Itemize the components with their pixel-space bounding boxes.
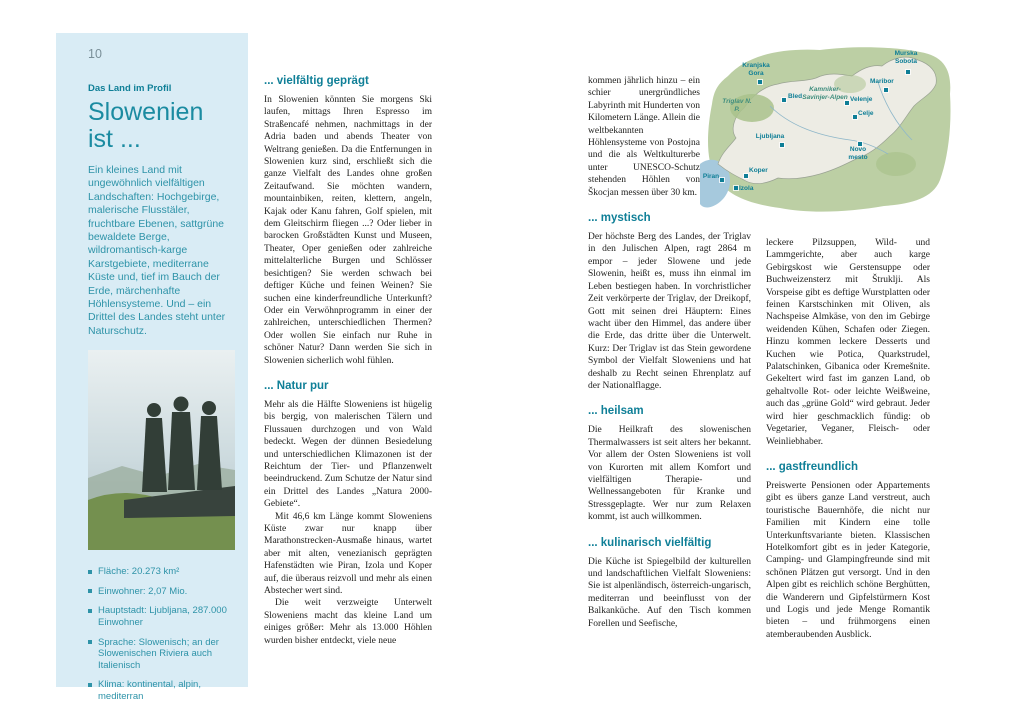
fact-text: Einwohner: 2,07 Mio. — [98, 585, 188, 597]
profile-sidebar — [56, 33, 248, 703]
map-marker-koper — [744, 174, 748, 178]
map-label-koper: Koper — [749, 167, 768, 174]
section-heading-heilsam: ... heilsam — [588, 405, 644, 418]
paragraph: Die weit verzweigte Unterwelt Sloweniens macht das kleine Land um einiges größer: Mehr als 13.000 Höhlen wurden bisher entdeckt, viele neue — [264, 598, 432, 646]
map-marker-celje — [853, 115, 857, 119]
map-label-novo-mesto: Novo mesto — [848, 146, 868, 161]
section-heading-vielfaeltig: ... vielfältig geprägt — [264, 75, 369, 87]
slovenia-map — [700, 46, 952, 216]
fact-text: Fläche: 20.273 km² — [98, 566, 180, 578]
map-marker-kranjska-gora — [758, 80, 762, 84]
square-bullet-icon — [88, 609, 92, 613]
map-marker-izola — [734, 186, 738, 190]
fact-text: Klima: kontinental, alpin, mediterran — [98, 679, 201, 703]
fact-text: Hauptstadt: Ljubljana, 287.000 Einwohner — [98, 605, 227, 629]
map-marker-ljubljana — [780, 143, 784, 147]
square-bullet-icon — [88, 589, 92, 593]
map-label-piran: Piran — [702, 173, 720, 180]
map-label-ljubljana: Ljubljana — [755, 133, 785, 140]
fact-language — [88, 637, 235, 672]
paragraph-continuation: kommen jährlich hinzu – ein schier unergründliches Labyrinth mit Hunderten von Kilometern Länge. Allein die weltbekannten Höhlensysteme von Postojna und die als Weltkulturerbe unter UNESCO-Schutz stehenden Höhlen von Škocjan messen über 30 km. — [588, 76, 700, 198]
statue-photo — [88, 350, 235, 550]
statue-photo-svg — [88, 350, 235, 550]
paragraph-continuation: leckere Pilzsuppen, Wild- und Lammgerichte, aber auch karge Gebirgskost wie Gerstensuppe oder Buchweizensterz mit Štruklji. Als Vorspeise gibt es deftige Wurstplatten oder feinen Karstschinken mit Oliven, als Nachspeise Almkäse, von den im Gebirge weidenden Kühen, Schafen oder Ziegen. Hinzu kommen leckere Desserts und Kuchen wie Potica, Quarkstrudel, Palatschinken, Gibanica oder Kremešnite. Gekeltert wird fast im ganzen Land, ob gehaltvolle Rot- oder leichte Weißweine, auch das „grüne Gold“ wird gebraut. Jeder wird hier geschmacklich fündig: ob Vegetarier, Veganer, Fleisch- oder Weinliebhaber. — [766, 238, 930, 447]
page-title — [88, 99, 235, 153]
paragraph: Mehr als die Hälfte Sloweniens ist hügelig bis bergig, von malerischen Tälern und Flussauen durchzogen und von Wald bedeckt. Wegen der dünnen Besiedelung und unterschiedlichen Klimazonen ist der Reichtum der Tier- und Pflanzenwelt beeindruckend. Zum Schutze der Natur sind ein Drittel des Landes „Natura 2000-Gebiete“. — [264, 399, 432, 510]
map-label-maribor: Maribor — [870, 78, 894, 85]
map-label-triglav-np: Triglav N. P. — [722, 98, 752, 113]
page-number: 10 — [88, 47, 102, 61]
map-marker-murska-sobota — [906, 70, 910, 74]
text-column-1 — [264, 75, 432, 647]
fact-population — [88, 586, 235, 598]
map-label-bled: Bled — [788, 93, 803, 100]
fact-climate — [88, 679, 235, 702]
paragraph: Die Heilkraft des slowenischen Thermalwassers ist seit alters her bekannt. Vor allem der Osten Sloweniens ist voll von Kurorten mit allem Komfort und vielfältigen Therapie- und Wellnessangeboten für Kranke und Stressgeplagte. Wer nur zum Relaxen kommt, ist auch willkommen. — [588, 425, 751, 523]
map-label-izola: Izola — [739, 185, 754, 192]
map-marker-velenje — [845, 101, 849, 105]
fact-text: Sprache: Slowenisch; an der Slowenischen Riviera auch Italienisch — [98, 636, 219, 671]
facts-list — [88, 566, 235, 702]
paragraph: In Slowenien könnten Sie morgens Ski laufen, mittags Ihren Espresso im Straßencafé nehmen, nachmittags in der Adria baden und abends Theater von Weltrang genießen. Da die Entfernungen in Slowenien kurz sind, erschließt sich die ganze Vielfalt des Landes ohne großen Zeitaufwand. Sie möchten wandern, mountainbiken, reiten, klettern, angeln, Kajak oder Kanu fahren, Golf spielen, mit dem Gleitschirm fliegen ...? Oder lieber in barocken Großstädten Kunst und Museen, Theater, Oper genießen oder zahlreiche mittelalterliche Burgen und Schlösser besichtigen? Sie werden schwach bei deftiger Küche und feinen Weinen? Sie suchen eine kinderfreundliche Unterkunft? Oder ein Verwöhnprogramm in einer der zahlreichen, unterschiedlichen Thermen? Oder wollen Sie einfach nur Ruhe in schöner Natur? Dann werden Sie sich in Slowenien sicherlich wohl fühlen. — [264, 95, 432, 366]
section-heading-mystisch: ... mystisch — [588, 212, 651, 225]
square-bullet-icon — [88, 640, 92, 644]
map-label-celje: Celje — [858, 110, 874, 117]
paragraph: Die Küche ist Spiegelbild der kulturellen und landschaftlichen Vielfalt Sloweniens: Sie ist alpenländisch, österreich-ungarisch, mediterran und beeinflusst von der Balkanküche. Auf den Tisch kommen Forellen und Seefische, — [588, 556, 751, 629]
map-label-murska-sobota: Murska Sobota — [894, 50, 918, 65]
section-heading-gastfreundlich: ... gastfreundlich — [766, 460, 859, 473]
map-marker-bled — [782, 98, 786, 102]
square-bullet-icon — [88, 683, 92, 687]
text-column-3 — [766, 237, 930, 641]
page-title-line-2: ist ... — [88, 125, 141, 153]
paragraph: Der höchste Berg des Landes, der Triglav in den Julischen Alpen, ragt 2864 m empor – jeder Slowene und jede Slowenin, heißt es, muss ihn einmal im Leben bestiegen haben. In vorchristlicher Zeit verkörperte der Triglav, der Dreikopf, Gott mit seinen drei Häuptern: Eines wacht über den Himmel, das andere über die Erde, das dritte über die Unterwelt. Kurz: Der Triglav ist das Stein gewordene Symbol der Vielfalt Sloweniens und hat deshalb zu Recht seinen Ehrenplatz auf der Nationalflagge. — [588, 232, 751, 391]
map-forest-patch-southeast — [876, 152, 916, 176]
section-heading-kulinarisch: ... kulinarisch vielfältig — [588, 536, 712, 549]
map-marker-maribor — [884, 88, 888, 92]
page-title-line-1: Slowenien — [88, 98, 204, 126]
map-label-kranjska-gora: Kranjska Gora — [742, 62, 770, 77]
fact-area — [88, 566, 235, 578]
square-bullet-icon — [88, 570, 92, 574]
intro-text: Ein kleines Land mit ungewöhnlich vielfältigen Landschaften: Hochgebirge, malerische Flusstäler, fruchtbare Ebenen, sattgrüne bewaldete Berge, wildromantisch-karge Karstgebiete, mediterrane Küste und, tief im Bauch der Erde, märchenhafte Höhlensysteme. Und – ein Drittel des Landes steht unter Naturschutz. — [88, 164, 226, 337]
statue-silhouettes — [142, 397, 222, 493]
fact-capital — [88, 605, 235, 628]
map-label-velenje: Velenje — [850, 96, 873, 103]
map-label-kamnik-savinja-alps: Kamniker-Savinjer-Alpen — [802, 86, 848, 101]
paragraph: Preiswerte Pensionen oder Appartements gibt es übers ganze Land verstreut, auch touristische Bauernhöfe, die nicht nur Familien mit Kindern eine tolle Unterkunftsvariante bieten. Klassischen Hotelkomfort gibt es in jeder Kategorie, Camping- und Glampingfreunde sind mit schönen Plätzen gut versorgt. Und in den Alpen gibt es reichlich schöne Berghütten, die Wanderern und Gipfelstürmern Kost und Logis und jede Menge Romantik bieten – und frühmorgens einen atemberaubenden Ausblick. — [766, 480, 930, 640]
section-heading-natur-pur: ... Natur pur — [264, 379, 329, 392]
chapter-kicker: Das Land im Profil — [88, 83, 172, 94]
paragraph: Mit 46,6 km Länge kommt Sloweniens Küste zwar nur knapp über Marathonstrecken-Ausmaße hinaus, wartet aber mit alten, venezianisch geprägten Hafenstädten wie Piran, Izola und Koper auf, die überaus reizvoll und mehr als einen Abstecher wert sind. — [264, 511, 432, 597]
